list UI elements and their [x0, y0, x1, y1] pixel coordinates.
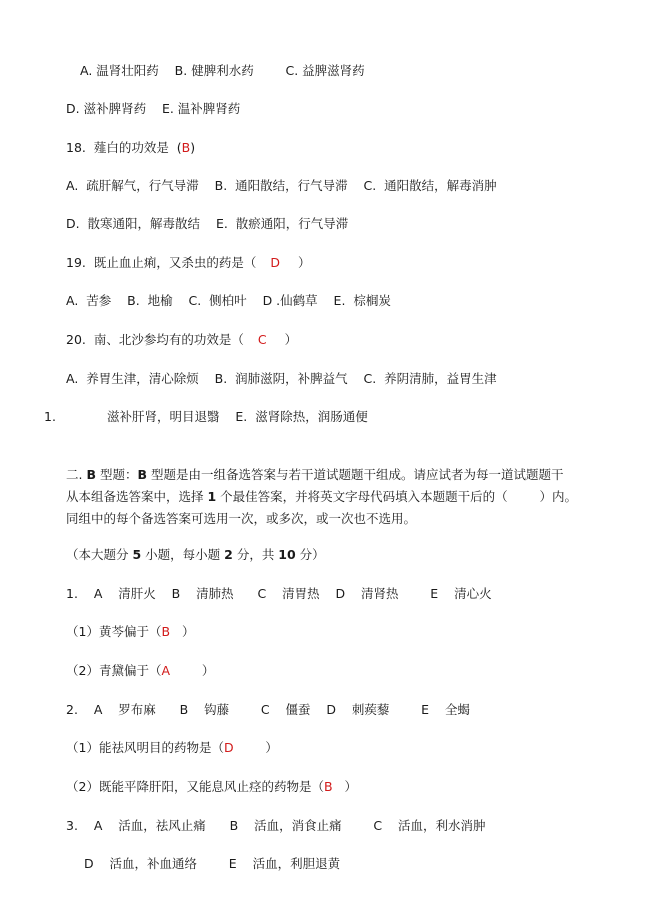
q18-options-line2: D. 散寒通阳，解毒散结 E. 散瘀通阳，行气导滞	[66, 216, 349, 231]
group1-sub2-answer: A	[161, 663, 171, 678]
group2-sub2	[66, 779, 357, 795]
q17-options-line1: A. 温肾壮阳药 B. 健脾利水药 C. 益脾滋肾药	[80, 63, 365, 78]
group2-options: 2. A 罗布麻 B 钩藤 C 僵蚕 D 刺蒺藜 E 全蝎	[66, 702, 470, 717]
score-per-question: 2	[224, 547, 233, 562]
q20-options-number: 1.	[44, 409, 56, 424]
group1-sub2	[66, 663, 214, 679]
section2-intro-line2	[66, 489, 577, 505]
group1-options: 1. A 清肝火 B 清肺热 C 清胃热 D 清肾热 E 清心火	[66, 586, 492, 601]
q20-answer: C	[257, 332, 267, 347]
group3-options-line2: D 活血，补血通络 E 活血，利胆退黄	[84, 856, 341, 871]
section2-type-b-1: B	[86, 467, 96, 482]
group2-sub1	[66, 740, 278, 756]
q19-answer: D	[270, 255, 280, 270]
section2-intro-line1	[66, 467, 563, 483]
score-text-c: 分，共	[232, 547, 279, 562]
group1-sub2-close: ）	[170, 663, 215, 678]
group1-sub2-text: （2）青黛偏于（	[66, 663, 162, 678]
q18-answer: B	[181, 140, 191, 155]
group1-sub1-text: （1）黄芩偏于（	[66, 624, 162, 639]
group2-sub1-answer: D	[223, 740, 234, 755]
q18-close: )	[190, 140, 196, 155]
q19-stem	[66, 255, 310, 271]
q18-stem-text: 18. 薤白的功效是 (	[66, 140, 182, 155]
q19-options: A. 苦参 B. 地榆 C. 侧柏叶 D .仙鹤草 E. 棕榈炭	[66, 293, 391, 308]
section2-score-note	[66, 547, 325, 563]
group2-sub1-close: ）	[233, 740, 278, 755]
group2-sub2-answer: B	[323, 779, 333, 794]
section2-l2-text-a: 从本组备选答案中，选择	[66, 489, 208, 504]
q19-close: ）	[297, 255, 311, 270]
q20-options-line1: A. 养胃生津，清心除烦 B. 润肺滋阴，补脾益气 C. 养阴清肺，益胃生津	[66, 371, 497, 386]
section2-description: 型题是由一组备选答案与若干道试题题干组成。请应试者为每一道试题题干	[147, 467, 564, 482]
q20-close: ）	[284, 332, 298, 347]
section2-l2-text-b: 个最佳答案，并将英文字母代码填入本题题干后的（ ）内。	[216, 489, 577, 504]
section2-prefix: 二.	[66, 467, 87, 482]
q18-stem	[66, 140, 195, 156]
q17-options-line2: D. 滋补脾肾药 E. 温补脾肾药	[66, 101, 241, 116]
score-question-count: 5	[132, 547, 142, 562]
score-text-b: 小题，每小题	[141, 547, 225, 562]
group1-sub1-answer: B	[161, 624, 171, 639]
score-total: 10	[278, 547, 296, 562]
group2-sub2-text: （2）既能平降肝阳，又能息风止痉的药物是（	[66, 779, 324, 794]
group2-sub2-close: ）	[332, 779, 357, 794]
group3-options-line1: 3. A 活血，祛风止痛 B 活血，消食止痛 C 活血，利水消肿	[66, 818, 486, 833]
section2-l2-count: 1	[207, 489, 217, 504]
q19-stem-text: 19. 既止血止痢，又杀虫的药是（	[66, 255, 257, 270]
q18-options-line1: A. 疏肝解气，行气导滞 B. 通阳散结，行气导滞 C. 通阳散结，解毒消肿	[66, 178, 497, 193]
q20-stem-text: 20. 南、北沙参均有的功效是（	[66, 332, 244, 347]
q20-stem	[66, 332, 297, 348]
section2-type-b-2: B	[137, 467, 147, 482]
group1-sub1	[66, 624, 194, 640]
group2-sub1-text: （1）能祛风明目的药物是（	[66, 740, 224, 755]
score-text-d: 分）	[295, 547, 325, 562]
q20-options-line2: 滋补肝肾，明目退翳 E. 滋肾除热，润肠通便	[107, 409, 368, 424]
score-text-a: （本大题分	[66, 547, 133, 562]
section2-type-label: 型题：	[95, 467, 138, 482]
section2-intro-line3: 同组中的每个备选答案可选用一次，或多次，或一次也不选用。	[66, 511, 417, 526]
group1-sub1-close: ）	[170, 624, 195, 639]
